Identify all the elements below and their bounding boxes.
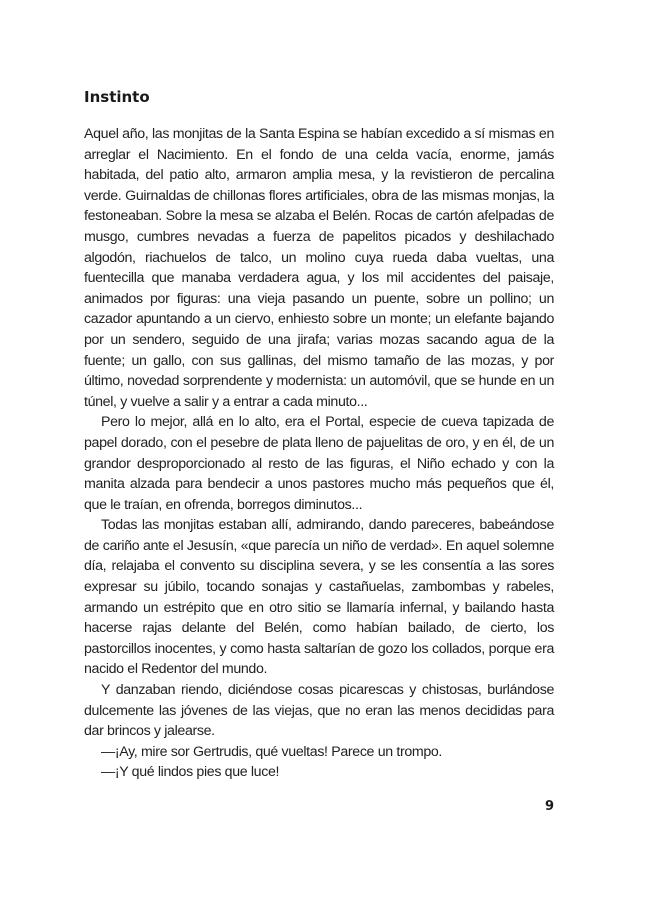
page-number: 9 (544, 799, 554, 814)
paragraph: Pero lo mejor, allá en lo alto, era el Portal, especie de cueva tapizada de papel dorado, con el pesebre de plata lleno de pajuelitas de oro, y en él, de un grandor desproporcionado al resto de las figuras, el Niño echado y con la manita alzada para bendecir a unos pastores mucho más pequeños que él, que le traían, en ofrenda, borregos diminutos... (84, 414, 554, 513)
chapter-body (84, 124, 554, 783)
dialogue-line: —¡Ay, mire sor Gertrudis, qué vueltas! Parece un trompo. (101, 743, 443, 760)
dialogue-line: —¡Y qué lindos pies que luce! (101, 764, 280, 781)
chapter-title: Instinto (84, 88, 150, 106)
paragraph: Aquel año, las monjitas de la Santa Espina se habían excedido a sí mismas en arreglar el Nacimiento. En el fondo de una celda vacía, enorme, jamás habitada, del patio alto, armaron amplia mesa, y la revistieron de percalina verde. Guirnaldas de chillonas flores artificiales, obra de las mismas monjas, la festoneaban. Sobre la mesa se alzaba el Belén. Rocas de cartón afelpadas de musgo, cumbres nevadas a fuerza de papelitos picados y deshilachado algodón, riachuelos de talco, un molino cuya rueda daba vueltas, una fuentecilla que manaba verdadera agua, y los mil accidentes del paisaje, animados por figuras: una vieja pasando un puente, sobre un pollino; un cazador apuntando a un ciervo, enhiesto sobre un monte; un elefante bajando por un sendero, seguido de una jirafa; varias mozas sacando agua de la fuente; un gallo, con sus gallinas, del mismo tamaño de las mozas, y por último, novedad sorprendente y modernista: un automóvil, que se hunde en un túnel, y vuelve a salir y a entrar a cada minuto... (84, 126, 554, 410)
paragraph: Y danzaban riendo, diciéndose cosas picarescas y chistosas, burlándose dulcemente las jóvenes de las viejas, que no eran las menos decididas para dar brincos y jalearse. (84, 682, 554, 740)
paragraph: Todas las monjitas estaban allí, admirando, dando pareceres, babeándose de cariño ante el Jesusín, «que parecía un niño de verdad». En aquel solemne día, relajaba el convento su disciplina severa, y se les consentía a las sores expresar su júbilo, tocando sonajas y castañuelas, zambombas y rabeles, armando un estrépito que en otro sitio se llamaría infernal, y bailando hasta hacerse rajas delante del Belén, como habían bailado, de cierto, los pastorcillos inocentes, y como hasta saltarían de gozo los collados, porque era nacido el Redentor del mundo. (84, 517, 554, 678)
